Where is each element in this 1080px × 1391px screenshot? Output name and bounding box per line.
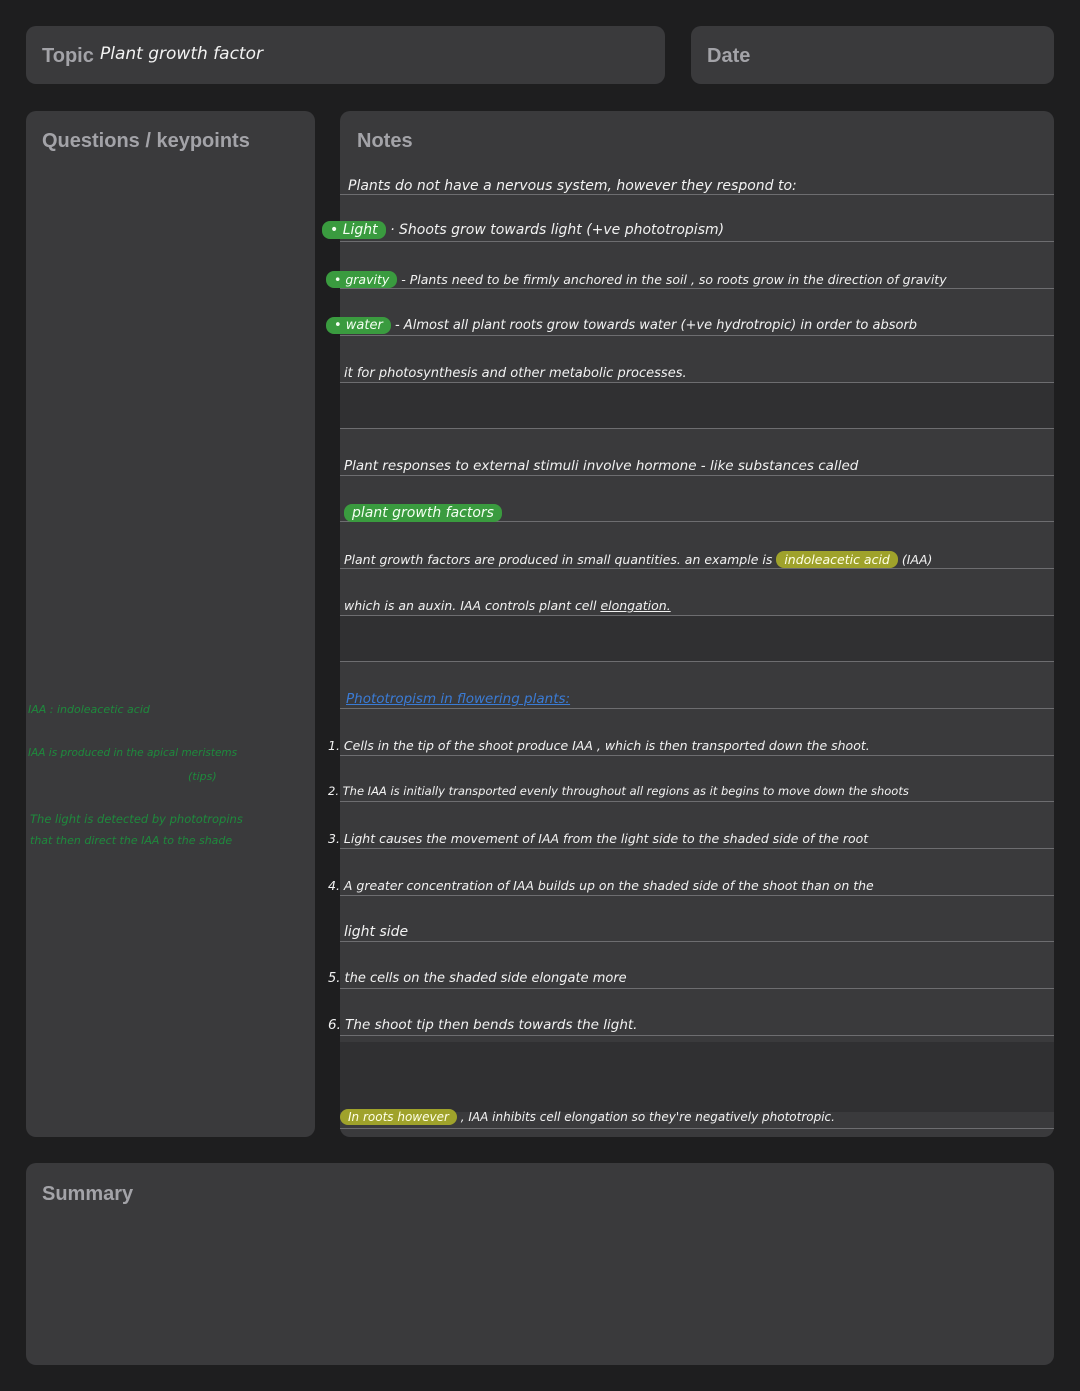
- notes-water-cont: [344, 366, 687, 381]
- auxin-text: which is an auxin. IAA controls plant cell: [344, 598, 597, 613]
- notes-light-line: [322, 222, 724, 238]
- highlight-light: • Light: [322, 221, 386, 239]
- highlight-indoleacetic-acid: indoleacetic acid: [776, 551, 898, 568]
- notes-rule: [340, 1035, 1054, 1036]
- notes-pgf-line: [344, 505, 502, 521]
- notes-rule: [340, 801, 1054, 802]
- notes-gap: [340, 382, 1054, 428]
- notes-rule: [340, 708, 1054, 709]
- notes-gap: [340, 615, 1054, 661]
- notes-step-3: [328, 831, 868, 846]
- water-cont-text: it for photosynthesis and other metabolic processes.: [344, 366, 687, 381]
- notes-rule: [340, 1128, 1054, 1129]
- notes-rule: [340, 241, 1054, 242]
- notes-produced-line: [344, 552, 932, 567]
- notes-step-2: [328, 784, 909, 798]
- step-2-text: 2. The IAA is initially transported evenly throughout all regions as it begins to move down the shoots: [328, 784, 909, 798]
- water-text: - Almost all plant roots grow towards water (+ve hydrotropic) in order to absorb: [394, 318, 918, 333]
- responses-text: Plant responses to external stimuli involve hormone - like substances called: [344, 458, 859, 474]
- notes-gravity-line: [326, 272, 947, 287]
- keypoint-iaa-definition: IAA : indoleacetic acid: [28, 703, 150, 716]
- notes-rule: [340, 941, 1054, 942]
- gravity-text: - Plants need to be firmly anchored in the soil , so roots grow in the direction of gravity: [401, 272, 947, 287]
- step-1-text: 1. Cells in the tip of the shoot produce IAA , which is then transported down the shoot.: [328, 738, 870, 753]
- notes-rule: [340, 382, 1054, 383]
- notes-label: Notes: [357, 130, 413, 152]
- step-4-cont-text: light side: [344, 924, 409, 940]
- keypoint-tips: (tips): [188, 770, 217, 783]
- notes-rule: [340, 288, 1054, 289]
- notes-gap: [340, 1042, 1054, 1112]
- light-text: · Shoots grow towards light (+ve phototropism): [390, 222, 725, 238]
- highlight-water: • water: [326, 317, 391, 334]
- notes-step-1: [328, 738, 870, 753]
- notes-rule: [340, 661, 1054, 662]
- step-4-text: 4. A greater concentration of IAA builds up on the shaded side of the shoot than on the: [328, 878, 874, 893]
- questions-label: Questions / keypoints: [42, 130, 250, 152]
- notes-intro: [348, 178, 797, 194]
- notes-roots-line: [340, 1110, 835, 1124]
- date-label: Date: [707, 45, 751, 67]
- notes-auxin-line: [344, 598, 671, 613]
- notes-step-5: [328, 971, 627, 986]
- iaa-abbrev: (IAA): [901, 552, 933, 567]
- elongation-text: elongation.: [600, 598, 671, 613]
- notes-step-4: [328, 878, 874, 893]
- notes-step-4-cont: [344, 924, 408, 940]
- keypoint-iaa-produced: IAA is produced in the apical meristems: [28, 747, 238, 759]
- notes-rule: [340, 475, 1054, 476]
- step-5-text: 5. the cells on the shaded side elongate more: [328, 971, 627, 986]
- phototropism-heading-text: Phototropism in flowering plants:: [346, 691, 571, 707]
- highlight-gravity: • gravity: [326, 271, 397, 288]
- step-6-text: 6. The shoot tip then bends towards the light.: [328, 1017, 638, 1033]
- notes-rule: [340, 615, 1054, 616]
- step-3-text: 3. Light causes the movement of IAA from the light side to the shaded side of the root: [328, 831, 869, 846]
- notes-rule: [340, 988, 1054, 989]
- notes-rule: [340, 755, 1054, 756]
- notes-rule: [340, 428, 1054, 429]
- notes-step-6: [328, 1017, 637, 1033]
- roots-text: , IAA inhibits cell elongation so they're negatively phototropic.: [460, 1110, 835, 1124]
- highlight-plant-growth-factors: plant growth factors: [344, 504, 502, 522]
- notes-responses: [344, 458, 858, 474]
- topic-label: Topic: [42, 45, 94, 67]
- notes-rule: [340, 895, 1054, 896]
- notes-rule: [340, 194, 1054, 195]
- questions-panel[interactable]: [26, 111, 315, 1137]
- notes-rule: [340, 568, 1054, 569]
- summary-panel[interactable]: [26, 1163, 1054, 1365]
- notes-rule: [340, 335, 1054, 336]
- highlight-roots-however: In roots however: [340, 1109, 457, 1125]
- notes-rule: [340, 848, 1054, 849]
- notes-water-line: [326, 318, 917, 333]
- keypoint-direct-shade: that then direct the IAA to the shade: [30, 834, 233, 847]
- keypoint-light-detected: The light is detected by phototropins: [30, 812, 243, 826]
- summary-label: Summary: [42, 1183, 134, 1205]
- produced-text: Plant growth factors are produced in small quantities. an example is: [344, 552, 773, 567]
- topic-value: Plant growth factor: [100, 44, 263, 64]
- notes-phototropism-heading: [346, 691, 570, 707]
- notes-intro-text: Plants do not have a nervous system, however they respond to:: [348, 178, 797, 194]
